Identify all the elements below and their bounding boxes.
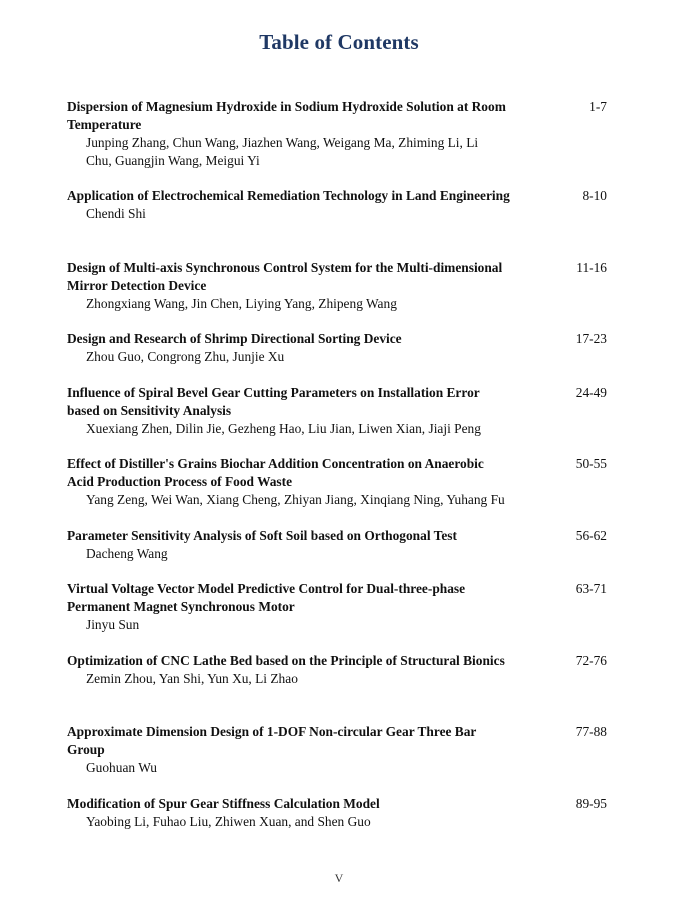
entry-pages: 1-7 bbox=[589, 99, 607, 114]
entry-authors: Yang Zeng, Wei Wan, Xiang Cheng, Zhiyan Jiang, Xinqiang Ning, Yuhang Fu bbox=[86, 492, 505, 507]
entry-authors: Jinyu Sun bbox=[86, 617, 140, 632]
entry-pages: 63-71 bbox=[575, 581, 607, 596]
entry-title[interactable]: Design and Research of Shrimp Directional Sorting Device bbox=[67, 331, 402, 346]
toc-entry[interactable] bbox=[67, 795, 607, 831]
entry-authors: Xuexiang Zhen, Dilin Jie, Gezheng Hao, Liu Jian, Liwen Xian, Jiaji Peng bbox=[86, 421, 481, 436]
entry-title[interactable]: Influence of Spiral Bevel Gear Cutting Parameters on Installation Error based on Sensitivity Analysis bbox=[67, 385, 480, 418]
toc-entry[interactable] bbox=[67, 259, 607, 313]
toc-entry[interactable] bbox=[67, 527, 607, 563]
toc-entry[interactable] bbox=[67, 580, 607, 634]
entry-authors: Zhongxiang Wang, Jin Chen, Liying Yang, Zhipeng Wang bbox=[86, 296, 397, 311]
entry-title[interactable]: Optimization of CNC Lathe Bed based on the Principle of Structural Bionics bbox=[67, 653, 505, 668]
entry-title[interactable]: Virtual Voltage Vector Model Predictive Control for Dual-three-phase Permanent Magnet Synchronous Motor bbox=[67, 581, 466, 614]
entry-authors: Junping Zhang, Chun Wang, Jiazhen Wang, Weigang Ma, Zhiming Li, Li Chu, Guangjin Wang, Meigui Yi bbox=[86, 135, 479, 168]
toc-entry[interactable] bbox=[67, 455, 607, 509]
entry-title[interactable]: Approximate Dimension Design of 1-DOF Non-circular Gear Three Bar Group bbox=[67, 724, 477, 757]
entry-pages: 77-88 bbox=[575, 724, 607, 739]
toc-entry[interactable] bbox=[67, 330, 607, 366]
entry-authors: Zemin Zhou, Yan Shi, Yun Xu, Li Zhao bbox=[86, 671, 298, 686]
entry-pages: 89-95 bbox=[575, 796, 607, 811]
page-number: V bbox=[334, 871, 344, 885]
entry-title[interactable]: Effect of Distiller's Grains Biochar Addition Concentration on Anaerobic Acid Production Process of Food Waste bbox=[67, 456, 484, 489]
toc-entry[interactable] bbox=[67, 187, 607, 223]
entry-pages: 24-49 bbox=[575, 385, 607, 400]
toc-entry[interactable] bbox=[67, 723, 607, 777]
entry-pages: 56-62 bbox=[575, 528, 607, 543]
page-title: Table of Contents bbox=[259, 30, 419, 54]
entry-title[interactable]: Dispersion of Magnesium Hydroxide in Sodium Hydroxide Solution at Room Temperature bbox=[67, 99, 506, 132]
entry-authors: Chendi Shi bbox=[86, 206, 146, 221]
entry-title[interactable]: Parameter Sensitivity Analysis of Soft Soil based on Orthogonal Test bbox=[67, 528, 457, 543]
toc-entry[interactable] bbox=[67, 98, 607, 170]
toc-entry[interactable] bbox=[67, 384, 607, 438]
entry-pages: 8-10 bbox=[582, 188, 607, 203]
entry-authors: Yaobing Li, Fuhao Liu, Zhiwen Xuan, and Shen Guo bbox=[86, 814, 371, 829]
entry-title[interactable]: Application of Electrochemical Remediation Technology in Land Engineering bbox=[67, 188, 510, 203]
entry-pages: 17-23 bbox=[575, 331, 607, 346]
entry-authors: Guohuan Wu bbox=[86, 760, 157, 775]
entry-title[interactable]: Modification of Spur Gear Stiffness Calculation Model bbox=[67, 796, 380, 811]
toc-entry[interactable] bbox=[67, 652, 607, 688]
entry-pages: 50-55 bbox=[575, 456, 607, 471]
entry-pages: 11-16 bbox=[576, 260, 607, 275]
entry-authors: Zhou Guo, Congrong Zhu, Junjie Xu bbox=[86, 349, 285, 364]
entry-authors: Dacheng Wang bbox=[86, 546, 168, 561]
entry-pages: 72-76 bbox=[575, 653, 607, 668]
entry-title[interactable]: Design of Multi-axis Synchronous Control System for the Multi-dimensional Mirror Detection Device bbox=[67, 260, 503, 293]
